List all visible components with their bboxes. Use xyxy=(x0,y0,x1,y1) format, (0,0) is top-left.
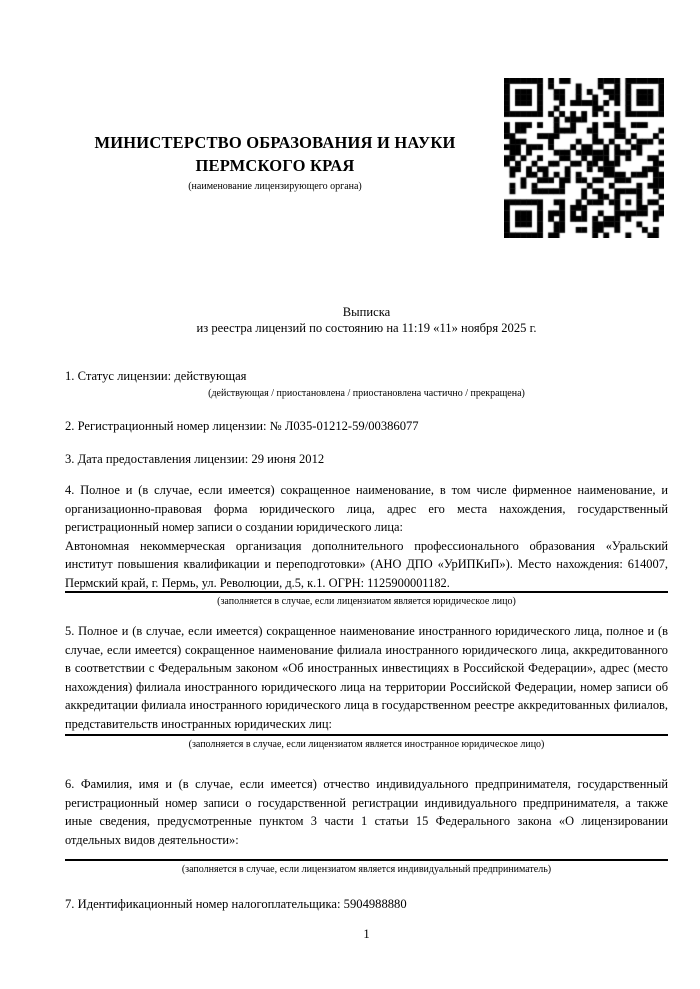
document-title xyxy=(65,304,668,336)
legal-entity-value: Автономная некоммерческая организация дополнительного профессионального образования «Уральский институт повышения квалификации и переподготовки» (АНО ДПО «УрИПКиП»). Место нахождения: 614007, Пермский край, г. Пермь, ул. Революции, д.5, к.1. ОГРН: 1125900001182. xyxy=(65,538,668,590)
license-status: 1. Статус лицензии: действующая xyxy=(65,369,247,383)
document-title-line2: из реестра лицензий по состоянию на 11:19 «11» ноября 2025 г. xyxy=(196,321,537,335)
ministry-name-line2: ПЕРМСКОГО КРАЯ xyxy=(195,156,355,175)
legal-entity-note: (заполняется в случае, если лицензиатом является юридическое лицо) xyxy=(65,591,668,607)
document-title-line1: Выписка xyxy=(342,305,391,319)
foreign-entity-note: (заполняется в случае, если лицензиатом является иностранное юридическое лицо) xyxy=(65,734,668,750)
entrepreneur-label: 6. Фамилия, имя и (в случае, если имеется) отчество индивидуального предпринимателя, государственный регистрационный номер записи о государственной регистрации индивидуального предпринимателя, а также иные сведения, предусмотренные пунктом 3 части 1 статьи 15 Федерального закона «О лицензировании отдельных видов деятельности»: xyxy=(65,777,668,847)
license-status-options-note: (действующая / приостановлена / приостановлена частично / прекращена) xyxy=(208,388,525,399)
licensing-authority xyxy=(65,131,485,192)
ministry-name-line1: МИНИСТЕРСТВО ОБРАЗОВАНИЯ И НАУКИ xyxy=(94,133,456,152)
entrepreneur-note: (заполняется в случае, если лицензиатом является индивидуальный предприниматель) xyxy=(65,859,668,875)
foreign-entity-label: 5. Полное и (в случае, если имеется) сокращенное наименование иностранного юридического лица, полное и (в случае, если имеется) сокращенное наименование филиала иностранного юридического лица, аккредитованного в соответствии с Федеральным законом «Об иностранных инвестициях в Российской Федерации», адрес (место нахождения) филиала иностранного юридического лица на территории Российской Федерации, номер записи об аккредитации филиала иностранного юридического лица в государственном реестре аккредитованных филиалов, представительств иностранных юридических лиц: xyxy=(65,624,668,731)
license-grant-date: 3. Дата предоставления лицензии: 29 июня 2012 xyxy=(65,452,325,466)
licensing-authority-note: (наименование лицензирующего органа) xyxy=(188,181,362,192)
registration-number: 2. Регистрационный номер лицензии: № Л035-01212-59/00386077 xyxy=(65,419,419,433)
taxpayer-number: 7. Идентификационный номер налогоплательщика: 5904988880 xyxy=(65,897,407,911)
legal-entity-label: 4. Полное и (в случае, если имеется) сокращенное наименование, в том числе фирменное наименование, и организационно-правовая форма юридического лица, адрес его места нахождения, государственный регистрационный номер записи о создании юридического лица: xyxy=(65,483,668,534)
page-number: 1 xyxy=(363,927,370,941)
legal-entity-field xyxy=(65,481,668,592)
qr-code-icon xyxy=(504,78,664,238)
